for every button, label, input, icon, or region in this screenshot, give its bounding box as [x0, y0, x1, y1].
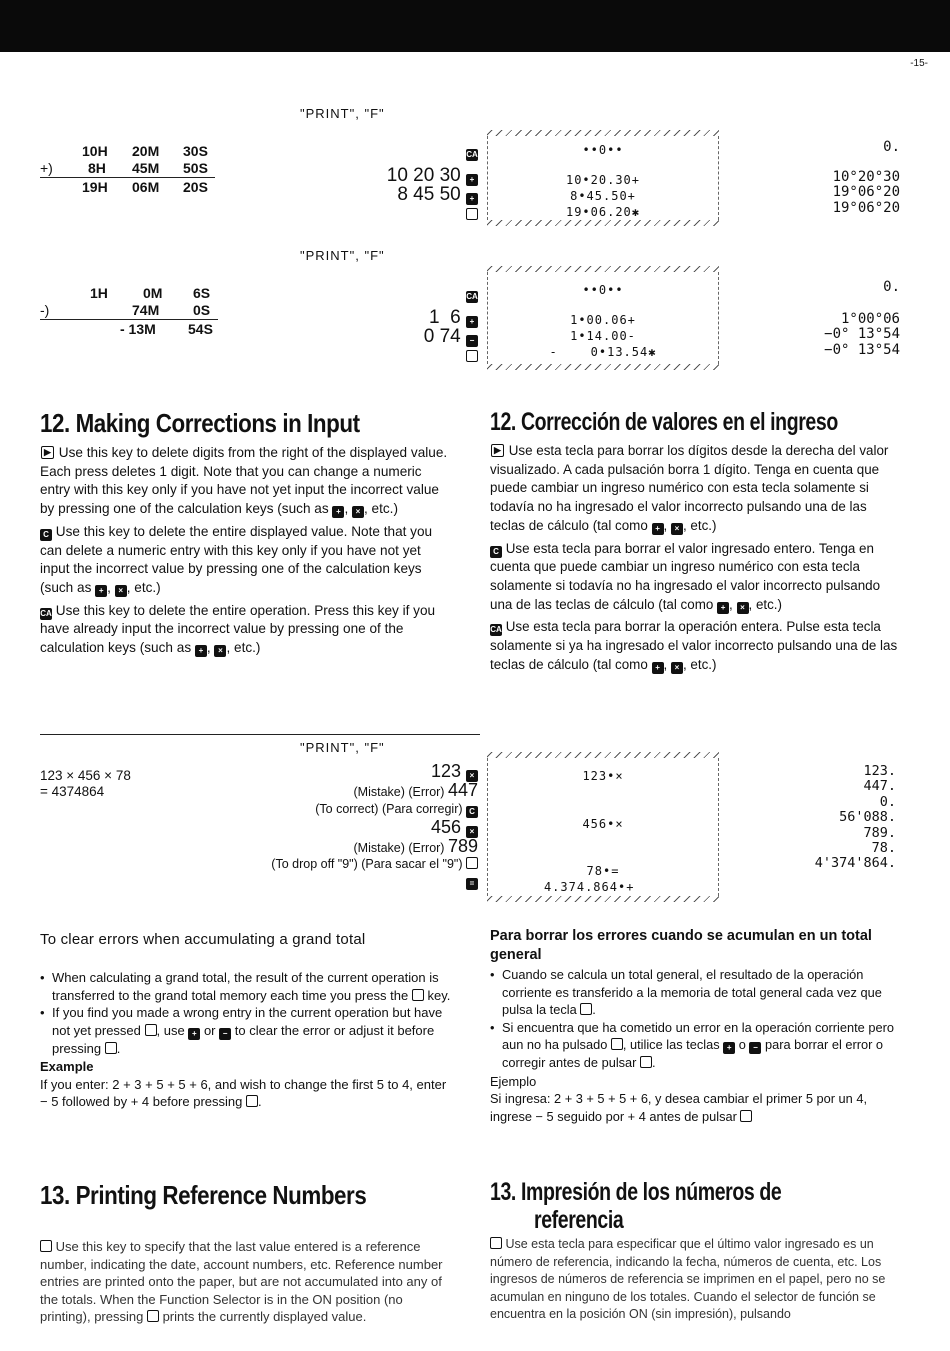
s12es-p3-end: , etc.) [682, 656, 717, 672]
s12es-p1-end: , etc.) [682, 517, 717, 533]
plus-key-icon: + [652, 662, 664, 674]
display-value: 78. [871, 840, 896, 857]
gt-en-b2c: or [203, 1022, 216, 1038]
section-13-title-es-line2: referencia [534, 1206, 624, 1234]
multiply-key-icon: × [737, 602, 749, 614]
mult-mistake1-val: 447 [447, 780, 478, 800]
add-problem [40, 143, 220, 196]
mult-v2: 456 [430, 816, 461, 837]
s13en-p1-end: prints the currently displayed value. [162, 1309, 367, 1324]
reference-key-icon [147, 1310, 159, 1322]
mode-label: "PRINT", "F" [300, 248, 385, 263]
s13en-p1: Use this key to specify that the last value entered is a reference number, indicating the date, account numbers, etc. Reference number entries are printed onto the paper, but are not accumulated into any of the totals. When the Function Selector is in the ON position (no printing), pressing [40, 1239, 443, 1324]
add-keys-line2: 8 45 50 [397, 184, 461, 205]
display-value: −0° 13°54 [824, 341, 900, 358]
grand-total-key-icon [580, 1003, 592, 1015]
gt-en-b2d: to clear the error or adjust it before pressing [52, 1022, 435, 1056]
gt-es-b2d: para borrar el error o corregir antes de pulsar [502, 1037, 884, 1070]
gt-es-b2a: Si encuentra que ha cometido un error en la operación corriente pero aun no ha pulsado [502, 1019, 894, 1052]
add-r2-s: 50S [183, 160, 208, 176]
gt-en-example-text: If you enter: 2 + 3 + 5 + 5 + 6, and wish to change the first 5 to 4, enter − 5 followed by + 4 before pressing [40, 1076, 447, 1109]
s12es-p2: Use esta tecla para borrar el valor ingresado entero. Tenga en cuenta que puede cambiar un ingreso numérico con esta tecla solamente si todavía no ha ingresado el valor incorrecto pulsando una de las teclas de cálculo (tal como [490, 540, 881, 612]
multiply-key-icon: × [466, 826, 478, 838]
mult-tape-line: 456•× [582, 817, 624, 831]
clear-key-icon: C [40, 529, 52, 541]
s12en-p3-end: , etc.) [226, 640, 261, 656]
mult-v1: 123 [430, 761, 461, 781]
s12es-p1: Use esta tecla para borrar los dígitos desde la derecha del valor visualizado. A cada pulsación borra 1 dígito. Tenga en cuenta que puede cambiar un ingreso numérico con esta tecla solamente si todavía no ha ingresado el valor incorrecto pulsando una de las teclas de cálculo (tal como [490, 443, 889, 533]
plus-key-icon: + [466, 193, 478, 205]
gt-es-example-text: Si ingresa: 2 + 3 + 5 + 5 + 6, y desea cambiar el primer 5 por un 4, ingrese − 5 seguido por + 4 antes de pulsar [490, 1091, 868, 1124]
tape-edge-bottom [487, 220, 719, 226]
grand-total-key-icon [145, 1024, 157, 1036]
plus-key-icon: + [188, 1028, 200, 1040]
sub-r1-s: 6S [193, 285, 211, 301]
mult-tape [487, 752, 719, 902]
display-value: 447. [863, 778, 896, 795]
grand-total-heading-es: Para borrar los errores cuando se acumulan en un total general [490, 928, 872, 963]
s12en-p2: Use this key to delete the entire displayed value. Note that you can delete a numeric entry with this key only if you have not yet input the incorrect value by pressing one of the calculation keys (such as [40, 523, 433, 595]
add-r1-m: 20M [132, 143, 160, 159]
reference-key-icon [490, 1237, 502, 1249]
plus-key-icon: + [652, 523, 664, 535]
add-tape [487, 130, 719, 226]
mult-correct-label: (To correct) (Para corregir) [315, 801, 463, 816]
plus-key-icon: + [195, 645, 207, 657]
gt-en-b2a: If you find you made a wrong entry in the current operation but have not yet pressed [52, 1005, 443, 1038]
gt-es-b1: Cuando se calcula un total general, el resultado de la operación corriente es transferido a la memoria de total general cada vez que pulsa la tecla [502, 967, 882, 1017]
ca-key-icon: CA [466, 150, 478, 159]
gt-en-example-label: Example [40, 1059, 94, 1074]
sub-sign: -) [40, 302, 50, 318]
mult-display [760, 764, 896, 872]
multiply-key-icon: × [115, 585, 127, 597]
list-item: • If you find you made a wrong entry in the current operation but have not yet pressed , use + or − to clear the error or adjust it before pressing . [40, 1004, 452, 1057]
backspace-key-icon: ▶ [41, 446, 54, 459]
display-value: 789. [863, 824, 896, 841]
sub-tape-line: 1•00.06+ [570, 313, 636, 327]
sub-r1-h: 1H [90, 285, 108, 301]
gt-en-b2b: , use [156, 1022, 185, 1038]
gt-es-b2c: o [738, 1037, 746, 1052]
mult-tape-line: 123•× [582, 769, 624, 783]
plus-key-icon: + [466, 174, 478, 186]
mult-tape-line: 4.374.864•+ [543, 880, 635, 894]
clear-key-icon: C [466, 806, 478, 818]
add-display [760, 140, 900, 216]
plus-key-icon: + [723, 1042, 735, 1054]
s12en-p2-end: , etc.) [126, 579, 161, 595]
sub-res-m: - 13M [120, 321, 156, 337]
mult-mistake2-label: (Mistake) (Error) [353, 840, 445, 855]
sub-r2-m: 74M [132, 302, 160, 318]
s12es-p3: Use esta tecla para borrar la operación entera. Pulse esta tecla solamente si ya ha ingresado el valor incorrecto pulsando una de las teclas de cálculo (tal como [490, 619, 898, 672]
mult-problem-expr: 123 × 456 × 78 [40, 768, 131, 783]
sub-keys-line1: 1 6 [429, 307, 461, 328]
sub-res-s: 54S [188, 321, 213, 337]
grand-total-body-en: • When calculating a grand total, the result of the current operation is transferred to the grand total memory each time you press the key. • If you find you made a wrong entry in the current operation but have not yet pressed , use + or − to clear the error or adjust it before pressing . Example If you enter: 2 + 3 + 5 + 5 + 6, and wish to change the first 5 to 4, enter − 5 followed by + 4 before pressing . [40, 969, 452, 1111]
sub-problem [40, 285, 220, 338]
s13es-p1: Use esta tecla para especificar que el último valor ingresado es un número de referencia, indicando la fecha, números de cuenta, etc. Los ingresos de números de referencia se imprimen en el papel, pero no se acumulan en ninguno de los totales. Cuando el selector de función se encuentra en la posición ON (sin impresión), pulsando [490, 1237, 886, 1321]
multiply-key-icon: × [466, 770, 478, 782]
display-value: 123. [863, 763, 896, 779]
list-item: • Si encuentra que ha cometido un error en la operación corriente pero aun no ha pulsado , utilice las teclas + o − para borrar el error o corregir antes de pulsar . [490, 1019, 900, 1072]
tape-edge-bottom [487, 364, 719, 370]
grand-total-body-es [490, 966, 900, 1125]
sub-keys [320, 284, 478, 365]
multiply-key-icon: × [352, 506, 364, 518]
add-r2-h: 8H [88, 160, 106, 176]
add-tape-line: 10•20.30+ [565, 173, 641, 187]
grand-total-key-icon [466, 208, 478, 220]
display-value: 4'374'864. [814, 855, 896, 872]
add-r2-m: 45M [132, 160, 160, 176]
display-value: 0. [879, 793, 896, 810]
list-item: • Cuando se calcula un total general, el resultado de la operación corriente es transferido a la memoria de total general cada vez que pulsa la tecla . [490, 966, 900, 1019]
section-13-title-en: 13. Printing Reference Numbers [40, 1180, 367, 1210]
clear-key-icon: C [490, 546, 502, 558]
mult-mistake1-label: (Mistake) (Error) [353, 785, 445, 799]
add-rule [40, 177, 215, 178]
mult-problem-answer: = 4374864 [40, 784, 105, 799]
section-12-title-en: 12. Making Corrections in Input [40, 408, 360, 438]
multiply-key-icon: × [671, 523, 683, 535]
gt-es-example-label: Ejemplo [490, 1073, 537, 1089]
display-value: 0. [883, 139, 900, 155]
grand-total-key-icon [466, 350, 478, 362]
sub-tape-line: ••0•• [582, 283, 624, 297]
s12en-p3: Use this key to delete the entire operation. Press this key if you have already input the incorrect value by pressing one of the calculation keys (such as [40, 602, 436, 656]
sub-tape-line: - 0•13.54✱ [549, 345, 657, 359]
clear-all-key-icon: CA [40, 608, 52, 618]
sub-keys-line2: 0 74 [423, 326, 461, 347]
section-13-title-es-line1: 13. Impresión de los números de [490, 1178, 782, 1206]
mult-mistake2-val: 789 [447, 835, 478, 856]
section-divider [40, 734, 480, 735]
add-tape-line: 8•45.50+ [570, 189, 636, 203]
minus-key-icon: − [219, 1028, 231, 1040]
add-res-s: 20S [183, 179, 208, 195]
plus-key-icon: + [717, 602, 729, 614]
add-res-h: 19H [82, 179, 108, 195]
display-value: 19°06°20 [832, 184, 900, 200]
mult-drop-label: (To drop off "9") (Para sacar el "9") [271, 857, 463, 871]
grand-total-key-icon [740, 1110, 752, 1122]
display-value: 19°06°20 [832, 199, 900, 216]
minus-key-icon: − [466, 335, 478, 347]
section-13-body-en [40, 1238, 452, 1326]
ca-key-icon: CA [466, 292, 478, 301]
add-r1-s: 30S [183, 143, 208, 159]
add-res-m: 06M [132, 179, 160, 195]
display-value: 10°20°30 [832, 168, 900, 185]
mode-label: "PRINT", "F" [300, 106, 385, 121]
add-r1-h: 10H [82, 143, 108, 159]
clear-all-key-icon: CA [490, 625, 502, 635]
backspace-key-icon: ▶ [491, 444, 504, 457]
section-12-title-es: 12. Corrección de valores en el ingreso [490, 408, 838, 436]
grand-total-key-icon [246, 1095, 258, 1107]
add-tape-line: ••0•• [582, 143, 624, 157]
grand-total-key-icon [412, 989, 424, 1001]
sub-rule [40, 319, 218, 320]
backspace-key-icon [466, 857, 478, 869]
list-item [40, 969, 452, 1004]
multiply-key-icon: × [671, 662, 683, 674]
s12en-p1: Use this key to delete digits from the right of the displayed value. Each press deletes 1 digit. Note that you can change a numeric entry with this key only if you have not yet input the incorrect value by pressing one of the calculation keys (such as [40, 445, 448, 517]
add-keys-line1: 10 20 30 [386, 165, 461, 186]
multiply-key-icon: × [214, 645, 226, 657]
sub-r1-m: 0M [143, 285, 163, 301]
section-12-body-en: ▶ Use this key to delete digits from the right of the displayed value. Each press deletes 1 digit. Note that you can change a numeric entry with this key only if you have not yet input the incorrect value by pressing one of the calculation keys (such as + , × , etc.) C Use this key to delete the entire displayed value. Note that you can delete a numeric entry with this key only if you have not yet input the incorrect value by pressing one of the calculation keys (such as + , × , etc.) CA Use this key to delete the entire operation. Press this key if you have already input the incorrect value by pressing one of the calculation keys (such as + , × , etc.) [40, 445, 448, 656]
display-value: 1°00°06 [840, 310, 900, 327]
reference-key-icon [40, 1240, 52, 1252]
add-tape-line: 19•06.20✱ [565, 205, 641, 219]
s12es-p2-end: , etc.) [748, 596, 782, 612]
add-sign: +) [40, 160, 53, 176]
plus-key-icon: + [95, 585, 107, 597]
page-number: -15- [910, 58, 928, 69]
section-13-body-es [490, 1236, 900, 1348]
mode-label: "PRINT", "F" [300, 740, 385, 755]
add-keys [320, 142, 478, 223]
grand-total-key-icon [611, 1038, 623, 1050]
grand-total-key-icon [105, 1042, 117, 1054]
mult-keys [250, 762, 478, 890]
grand-total-key-icon [640, 1056, 652, 1068]
gt-en-b1: When calculating a grand total, the result of the current operation is transferred to the grand total memory each time you press the [52, 970, 439, 1003]
minus-key-icon: − [749, 1042, 761, 1054]
display-value: 56'088. [839, 809, 896, 826]
equals-key-icon: = [466, 878, 478, 890]
gt-es-b2b: , utilice las teclas [622, 1037, 720, 1052]
header-bar [0, 0, 950, 52]
display-value: 0. [883, 279, 900, 295]
display-value: −0° 13°54 [824, 326, 900, 342]
plus-key-icon: + [466, 316, 478, 328]
grand-total-heading-en: To clear errors when accumulating a grand total [40, 931, 366, 948]
sub-tape-line: 1•14.00- [570, 329, 636, 343]
sub-tape [487, 266, 719, 370]
section-12-body-es: ▶ Use esta tecla para borrar los dígitos desde la derecha del valor visualizado. A cada pulsación borra 1 dígito. Tenga en cuenta que puede cambiar un ingreso numérico con esta tecla solamente si todavía no ha ingresado el valor incorrecto pulsando una de las teclas de cálculo (tal como + , × , etc.) C Use esta tecla para borrar el valor ingresado entero. Tenga en cuenta que puede cambiar un ingreso numérico con esta tecla solamente si todavía no ha ingresado el valor incorrecto pulsando una de las teclas de cálculo (tal como + , × , etc.) CA Use esta tecla para borrar la operación entera. Pulse esta tecla solamente si ya ha ingresado el valor incorrecto pulsando una de las teclas de cálculo (tal como + , × , etc.) [490, 443, 898, 672]
sub-display [760, 280, 900, 358]
sub-r2-s: 0S [193, 302, 211, 318]
mult-problem [40, 768, 131, 800]
tape-edge-bottom [487, 896, 719, 902]
mult-tape-line: 78•= [586, 864, 620, 878]
s12en-p1-end: , etc.) [364, 501, 398, 517]
gt-en-b1-end: key. [427, 987, 451, 1003]
plus-key-icon: + [332, 506, 344, 518]
